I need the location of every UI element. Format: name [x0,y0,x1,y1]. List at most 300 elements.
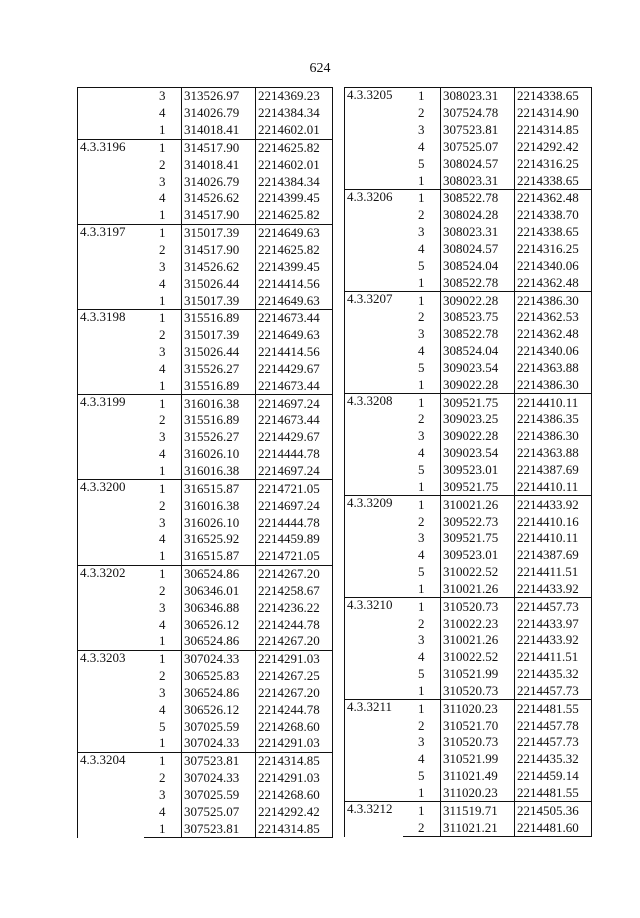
y-coordinate: 2214435.32 [515,751,592,768]
y-coordinate: 2214338.65 [515,88,592,105]
point-number: 1 [159,207,166,223]
point-number: 5 [418,461,425,477]
point-number: 2 [418,717,425,733]
point-number: 1 [144,565,182,582]
point-number: 2 [159,497,166,513]
point-number: 3 [418,530,425,546]
x-coordinate: 314526.62 [182,190,256,207]
x-coordinate: 316515.87 [182,480,256,497]
point-number: 1 [403,496,441,513]
point-number: 1 [418,682,425,698]
y-coordinate: 2214435.32 [515,666,592,683]
parcel-id: 4.3.3209 [345,496,403,598]
y-coordinate: 2214386.30 [515,292,592,309]
y-coordinate: 2214433.92 [515,496,592,513]
y-coordinate: 2214433.92 [515,632,592,649]
point-number: 3 [159,599,166,615]
y-coordinate: 2214625.82 [256,139,333,156]
x-coordinate: 310022.23 [441,615,515,632]
point-number: 2 [418,309,425,325]
table-row [78,139,333,156]
point-number: 4 [159,803,166,819]
x-coordinate: 316016.38 [182,395,256,412]
point-number: 1 [418,172,425,188]
point-number: 2 [159,770,166,786]
point-number: 3 [418,734,425,750]
x-coordinate: 309022.28 [441,376,515,393]
y-coordinate: 2214444.78 [256,446,333,463]
x-coordinate: 308023.31 [441,88,515,105]
point-number: 3 [418,632,425,648]
y-coordinate: 2214673.44 [256,309,333,326]
x-coordinate: 314517.90 [182,242,256,259]
point-number: 4 [159,105,166,121]
x-coordinate: 309523.01 [441,462,515,479]
x-coordinate: 307525.07 [182,803,256,820]
y-coordinate: 2214673.44 [256,377,333,394]
parcel-id: 4.3.3205 [345,88,403,190]
x-coordinate: 314018.41 [182,156,256,173]
y-coordinate: 2214314.85 [515,122,592,139]
y-coordinate: 2214457.78 [515,717,592,734]
parcel-id: 4.3.3206 [345,190,403,292]
point-number: 2 [418,411,425,427]
point-number: 1 [144,480,182,497]
x-coordinate: 307523.81 [182,820,256,837]
x-coordinate: 309022.28 [441,428,515,445]
point-number: 3 [159,173,166,189]
y-coordinate: 2214399.45 [256,190,333,207]
x-coordinate: 315516.89 [182,309,256,326]
y-coordinate: 2214457.73 [515,734,592,751]
y-coordinate: 2214316.25 [515,155,592,172]
x-coordinate: 315026.44 [182,275,256,292]
y-coordinate: 2214316.25 [515,241,592,258]
x-coordinate: 316026.10 [182,446,256,463]
x-coordinate: 310021.26 [441,632,515,649]
x-coordinate: 307024.33 [182,770,256,787]
point-number: 1 [159,462,166,478]
y-coordinate: 2214291.03 [256,650,333,667]
y-coordinate: 2214386.35 [515,411,592,428]
y-coordinate: 2214410.11 [515,478,592,495]
y-coordinate: 2214457.73 [515,598,592,615]
table-row [78,650,333,667]
y-coordinate: 2214386.30 [515,376,592,393]
point-number: 1 [418,478,425,494]
parcel-id: 4.3.3198 [78,309,144,394]
point-number: 3 [159,684,166,700]
y-coordinate: 2214625.82 [256,242,333,259]
parcel-id: 4.3.3199 [78,395,144,480]
point-number: 3 [159,787,166,803]
x-coordinate: 310022.52 [441,649,515,666]
point-number: 2 [159,327,166,343]
x-coordinate: 311021.49 [441,768,515,785]
table-row [78,224,333,241]
y-coordinate: 2214697.24 [256,395,333,412]
point-number: 3 [159,344,166,360]
point-number: 4 [418,343,425,359]
point-number: 5 [418,257,425,273]
y-coordinate: 2214457.73 [515,683,592,700]
table-row [78,480,333,497]
y-coordinate: 2214258.67 [256,582,333,599]
point-number: 1 [403,802,441,819]
point-number: 1 [159,735,166,751]
x-coordinate: 315026.44 [182,344,256,361]
parcel-id: 4.3.3200 [78,480,144,565]
y-coordinate: 2214362.53 [515,309,592,326]
table-row [345,496,592,513]
x-coordinate: 309521.75 [441,394,515,411]
x-coordinate: 306525.83 [182,668,256,685]
y-coordinate: 2214410.11 [515,530,592,547]
y-coordinate: 2214384.34 [256,105,333,122]
y-coordinate: 2214649.63 [256,292,333,309]
x-coordinate: 315017.39 [182,224,256,241]
y-coordinate: 2214314.85 [256,820,333,837]
point-number: 5 [418,666,425,682]
x-coordinate: 316525.92 [182,531,256,548]
x-coordinate: 314026.79 [182,173,256,190]
y-coordinate: 2214721.05 [256,480,333,497]
x-coordinate: 306526.12 [182,701,256,718]
y-coordinate: 2214268.60 [256,787,333,804]
coordinates-table-right [344,87,592,837]
point-number: 3 [159,429,166,445]
parcel-id: 4.3.3210 [345,598,403,700]
point-number: 1 [159,548,166,564]
point-number: 2 [159,582,166,598]
x-coordinate: 314517.90 [182,207,256,224]
x-coordinate: 313526.97 [182,88,256,105]
x-coordinate: 310520.73 [441,734,515,751]
parcel-id: 4.3.3197 [78,224,144,309]
point-number: 4 [418,445,425,461]
y-coordinate: 2214410.16 [515,513,592,530]
y-coordinate: 2214291.03 [256,770,333,787]
point-number: 4 [159,616,166,632]
y-coordinate: 2214429.67 [256,361,333,378]
table-row [345,88,592,105]
x-coordinate: 315017.39 [182,292,256,309]
x-coordinate: 315017.39 [182,327,256,344]
x-coordinate: 307025.59 [182,718,256,735]
x-coordinate: 307524.78 [441,105,515,122]
y-coordinate: 2214481.55 [515,700,592,717]
point-number: 5 [418,768,425,784]
point-number: 1 [144,139,182,156]
y-coordinate: 2214340.06 [515,343,592,360]
point-number: 2 [159,156,166,172]
point-number: 2 [418,207,425,223]
x-coordinate: 308524.04 [441,257,515,274]
y-coordinate: 2214369.23 [256,88,333,105]
point-number: 1 [418,785,425,801]
parcel-id: 4.3.3207 [345,292,403,394]
x-coordinate: 309023.54 [441,445,515,462]
point-number: 1 [403,700,441,717]
y-coordinate: 2214399.45 [256,258,333,275]
y-coordinate: 2214697.24 [256,463,333,480]
x-coordinate: 306526.12 [182,616,256,633]
point-number: 1 [403,394,441,411]
point-number: 2 [418,105,425,121]
y-coordinate: 2214602.01 [256,156,333,173]
x-coordinate: 308023.31 [441,224,515,241]
point-number: 3 [418,224,425,240]
x-coordinate: 308024.28 [441,207,515,224]
parcel-id: 4.3.3204 [78,752,144,837]
x-coordinate: 308524.04 [441,343,515,360]
y-coordinate: 2214267.20 [256,685,333,702]
x-coordinate: 315526.27 [182,429,256,446]
point-number: 4 [418,138,425,154]
x-coordinate: 311020.23 [441,785,515,802]
x-coordinate: 306346.88 [182,599,256,616]
table-row [345,598,592,615]
point-number: 5 [418,564,425,580]
table-row [345,394,592,411]
x-coordinate: 311021.21 [441,819,515,836]
point-number: 4 [159,190,166,206]
x-coordinate: 309022.28 [441,292,515,309]
x-coordinate: 307525.07 [441,139,515,156]
point-number: 1 [159,292,166,308]
point-number: 1 [159,377,166,393]
point-number: 3 [418,122,425,138]
y-coordinate: 2214292.42 [515,139,592,156]
point-number: 1 [144,820,182,837]
x-coordinate: 309523.01 [441,547,515,564]
point-number: 1 [403,292,441,309]
y-coordinate: 2214721.05 [256,548,333,565]
y-coordinate: 2214236.22 [256,599,333,616]
x-coordinate: 310520.73 [441,683,515,700]
y-coordinate: 2214429.67 [256,429,333,446]
y-coordinate: 2214414.56 [256,275,333,292]
x-coordinate: 316515.87 [182,548,256,565]
x-coordinate: 315516.89 [182,412,256,429]
x-coordinate: 314517.90 [182,139,256,156]
x-coordinate: 307024.33 [182,735,256,752]
y-coordinate: 2214414.56 [256,344,333,361]
x-coordinate: 310021.26 [441,580,515,597]
y-coordinate: 2214244.78 [256,701,333,718]
point-number: 3 [144,88,182,105]
point-number: 2 [159,412,166,428]
point-number: 1 [144,224,182,241]
y-coordinate: 2214433.92 [515,580,592,597]
table-row [345,190,592,207]
point-number: 1 [144,752,182,769]
parcel-id: 4.3.3202 [78,565,144,650]
parcel-id: 4.3.3203 [78,650,144,752]
point-number: 1 [144,395,182,412]
point-number: 1 [144,309,182,326]
table-row [78,309,333,326]
x-coordinate: 308522.78 [441,326,515,343]
table-row [345,700,592,717]
x-coordinate: 309521.75 [441,478,515,495]
y-coordinate: 2214649.63 [256,224,333,241]
x-coordinate: 310521.99 [441,751,515,768]
x-coordinate: 316026.10 [182,514,256,531]
point-number: 1 [418,376,425,392]
x-coordinate: 309023.25 [441,411,515,428]
y-coordinate: 2214387.69 [515,547,592,564]
parcel-id [78,88,144,140]
y-coordinate: 2214459.89 [256,531,333,548]
point-number: 3 [418,326,425,342]
y-coordinate: 2214673.44 [256,412,333,429]
point-number: 4 [159,701,166,717]
point-number: 4 [159,446,166,462]
point-number: 1 [418,274,425,290]
x-coordinate: 315516.89 [182,377,256,394]
y-coordinate: 2214433.97 [515,615,592,632]
x-coordinate: 316016.38 [182,463,256,480]
point-number: 4 [418,751,425,767]
point-number: 5 [418,359,425,375]
x-coordinate: 310520.73 [441,598,515,615]
page-number: 624 [309,61,331,76]
y-coordinate: 2214410.11 [515,394,592,411]
parcel-id: 4.3.3211 [345,700,403,802]
x-coordinate: 306524.86 [182,633,256,650]
y-coordinate: 2214338.65 [515,172,592,189]
y-coordinate: 2214362.48 [515,274,592,291]
table-row [78,88,333,105]
x-coordinate: 314526.62 [182,258,256,275]
x-coordinate: 310521.99 [441,666,515,683]
point-number: 4 [159,275,166,291]
x-coordinate: 308024.57 [441,155,515,172]
x-coordinate: 306346.01 [182,582,256,599]
point-number: 5 [418,155,425,171]
x-coordinate: 308023.31 [441,172,515,189]
point-number: 4 [159,360,166,376]
y-coordinate: 2214481.60 [515,819,592,836]
x-coordinate: 315526.27 [182,361,256,378]
table-row [345,292,592,309]
point-number: 4 [418,241,425,257]
y-coordinate: 2214363.88 [515,445,592,462]
point-number: 3 [159,258,166,274]
x-coordinate: 309522.73 [441,513,515,530]
point-number: 1 [144,650,182,667]
point-number: 3 [159,514,166,530]
point-number: 5 [159,718,166,734]
y-coordinate: 2214384.34 [256,173,333,190]
y-coordinate: 2214340.06 [515,257,592,274]
y-coordinate: 2214387.69 [515,462,592,479]
y-coordinate: 2214444.78 [256,514,333,531]
y-coordinate: 2214292.42 [256,803,333,820]
point-number: 1 [159,633,166,649]
point-number: 2 [159,668,166,684]
point-number: 1 [403,88,441,105]
point-number: 4 [418,649,425,665]
point-number: 4 [159,531,166,547]
y-coordinate: 2214459.14 [515,768,592,785]
x-coordinate: 311020.23 [441,700,515,717]
x-coordinate: 314026.79 [182,105,256,122]
x-coordinate: 310022.52 [441,564,515,581]
x-coordinate: 316016.38 [182,497,256,514]
x-coordinate: 311519.71 [441,802,515,819]
y-coordinate: 2214649.63 [256,327,333,344]
point-number: 2 [418,513,425,529]
y-coordinate: 2214338.65 [515,224,592,241]
table-row [78,565,333,582]
y-coordinate: 2214268.60 [256,718,333,735]
y-coordinate: 2214411.51 [515,649,592,666]
y-coordinate: 2214481.55 [515,785,592,802]
point-number: 4 [418,547,425,563]
y-coordinate: 2214411.51 [515,564,592,581]
point-number: 1 [403,598,441,615]
point-number: 1 [159,122,166,138]
parcel-id: 4.3.3208 [345,394,403,496]
parcel-id: 4.3.3196 [78,139,144,224]
point-number: 2 [403,819,441,836]
point-number: 2 [418,615,425,631]
x-coordinate: 306524.86 [182,685,256,702]
x-coordinate: 308522.78 [441,274,515,291]
x-coordinate: 307523.81 [182,752,256,769]
x-coordinate: 308024.57 [441,241,515,258]
point-number: 2 [159,242,166,258]
y-coordinate: 2214291.03 [256,735,333,752]
x-coordinate: 310521.70 [441,717,515,734]
y-coordinate: 2214362.48 [515,190,592,207]
y-coordinate: 2214362.48 [515,326,592,343]
point-number: 1 [418,580,425,596]
y-coordinate: 2214625.82 [256,207,333,224]
y-coordinate: 2214314.90 [515,105,592,122]
point-number: 3 [418,428,425,444]
table-row [345,802,592,819]
table-row [78,752,333,769]
coordinates-table-left [77,87,333,838]
x-coordinate: 308522.78 [441,190,515,207]
point-number: 1 [403,190,441,207]
x-coordinate: 306524.86 [182,565,256,582]
x-coordinate: 309521.75 [441,530,515,547]
y-coordinate: 2214363.88 [515,360,592,377]
y-coordinate: 2214267.20 [256,633,333,650]
y-coordinate: 2214697.24 [256,497,333,514]
x-coordinate: 314018.41 [182,122,256,139]
x-coordinate: 309023.54 [441,360,515,377]
y-coordinate: 2214267.25 [256,668,333,685]
x-coordinate: 310021.26 [441,496,515,513]
y-coordinate: 2214244.78 [256,616,333,633]
y-coordinate: 2214602.01 [256,122,333,139]
x-coordinate: 307025.59 [182,787,256,804]
table-row [78,395,333,412]
y-coordinate: 2214386.30 [515,428,592,445]
y-coordinate: 2214314.85 [256,752,333,769]
x-coordinate: 307024.33 [182,650,256,667]
y-coordinate: 2214267.20 [256,565,333,582]
x-coordinate: 307523.81 [441,122,515,139]
parcel-id: 4.3.3212 [345,802,403,837]
x-coordinate: 308523.75 [441,309,515,326]
y-coordinate: 2214505.36 [515,802,592,819]
